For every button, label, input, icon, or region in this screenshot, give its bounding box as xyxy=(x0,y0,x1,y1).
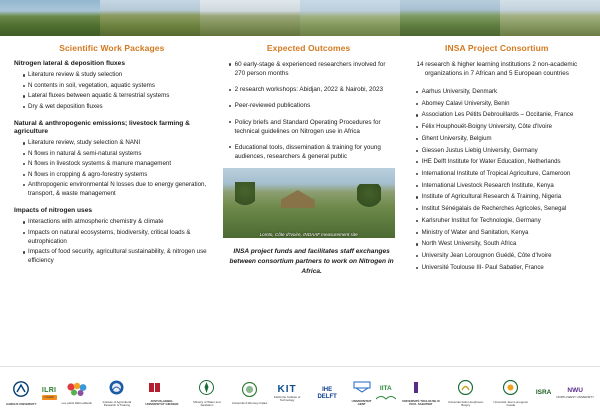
ghent-university-logo xyxy=(347,381,375,406)
list-item: University Jean Lorougnon Guédé, Côte d'Ivoire xyxy=(416,252,586,261)
partner-list xyxy=(408,88,586,273)
debrouillards-label: Les pétits Débrouillards xyxy=(61,401,92,406)
iita-label: IITA xyxy=(379,385,392,392)
list-item: 2 research workshops: Abidjan, 2022 & Nairobi, 2023 xyxy=(229,85,396,94)
ghent-mark xyxy=(353,381,371,399)
list-item: Literature review, study selection & NANI xyxy=(23,139,210,148)
list-item: N flows in natural & semi-natural systems xyxy=(23,150,210,159)
logo-group-middle xyxy=(267,370,376,418)
nwu-label: NWU xyxy=(567,387,583,394)
list-item: Impacts of food security, agricultural sustainability, & nitrogen use efficiency xyxy=(23,248,210,266)
header-photo-6 xyxy=(500,0,600,36)
list-item: Association Les Pétits Debrouillards – Occitanie, France xyxy=(416,111,586,120)
ilri-label: ILRI xyxy=(41,386,57,394)
abomey-calavi-logo xyxy=(232,382,267,406)
kit-label: KIT xyxy=(277,383,297,395)
photo-caption: Lomto, Côte d'Ivoire, INDAAF measurement site xyxy=(259,232,358,237)
list-item: Impacts on natural ecosystems, biodiversity, critical loads & eutrophication xyxy=(23,229,210,247)
list-item: IHE Delft Institute for Water Education, Netherlands xyxy=(416,158,586,167)
list-item: North West University, South Africa xyxy=(416,240,586,249)
list-item: Ghent University, Belgium xyxy=(416,135,586,144)
list-item: Félix Houphouët-Boigny University, Côte d'Ivoire xyxy=(416,123,586,132)
felix-label: Université Félix Houphouët-Boigny xyxy=(447,399,484,407)
felix-mark xyxy=(458,380,473,400)
list-item: Interactions with atmospheric chemistry & climate xyxy=(23,218,210,227)
iart-mark xyxy=(109,380,124,400)
ilri-logo xyxy=(42,387,57,400)
list-item: Policy briefs and Standard Operating Procedures for technical guidelines on Nitrogen use in Africa xyxy=(229,118,396,136)
list-item: Dry & wet deposition fluxes xyxy=(23,103,210,112)
column-consortium xyxy=(402,36,592,278)
column-scientific-work-packages xyxy=(8,36,216,278)
tree-right xyxy=(357,184,381,208)
hut xyxy=(281,190,315,208)
nwu-sublabel: NORTH-WEST UNIVERSITY xyxy=(556,394,594,399)
bullet-list-lateral-deposition xyxy=(14,71,210,111)
list-item: International Livestock Research Institute, Kenya xyxy=(416,182,586,191)
iart-logo xyxy=(97,380,137,407)
kit-sublabel: Karlsruhe Institute of Technology xyxy=(273,395,301,403)
list-item: Giessen Justus Liebig University, Germany xyxy=(416,147,586,156)
tree-left xyxy=(235,182,255,208)
list-item: Université Toulouse III- Paul Sabatier, France xyxy=(416,264,586,273)
list-item: Ministry of Water and Sanitation, Kenya xyxy=(416,229,586,238)
aarhus-university-logo xyxy=(6,381,37,406)
list-item: Karlsruher Institut for Technologie, Germany xyxy=(416,217,586,226)
felix-houphouet-boigny-logo xyxy=(446,380,486,407)
list-item: N flows in cropping & agro-forestry systems xyxy=(23,171,210,180)
abomey-label: Université d'Abomey-Calavi xyxy=(231,401,268,406)
header-photo-4 xyxy=(300,0,400,36)
iita-mark xyxy=(376,394,396,401)
toulouse-paul-sabatier-logo xyxy=(401,381,441,406)
project-statement: INSA project funds and facilitates staff exchanges between consortium partners to work on Nitrogen in Africa. xyxy=(229,248,394,276)
cgiar-label: CGIAR xyxy=(42,395,57,400)
consortium-intro: 14 research & higher learning institutions 2 non-academic organizations in 7 African and 5 European countries xyxy=(416,61,578,78)
header-photo-3 xyxy=(200,0,300,36)
toulouse-label: UNIVERSITÉ TOULOUSE III PAUL SABATIER xyxy=(402,398,440,406)
column-title-consortium: INSA Project Consortium xyxy=(445,43,549,53)
content-columns xyxy=(0,36,600,278)
partner-logo-bar xyxy=(0,366,600,420)
iart-label: Institute of Agricultural Research & Training xyxy=(102,399,132,407)
list-item: Lateral fluxes between aquatic & terrestrial systems xyxy=(23,92,210,101)
list-item: N flows in livestock systems & manure management xyxy=(23,160,210,169)
list-item: Institut Sénégalais de Recherches Agricoles, Senegal xyxy=(416,205,586,214)
iita-logo xyxy=(376,386,396,401)
lorougnon-mark xyxy=(503,380,518,400)
list-item: 60 early-stage & experienced researchers involved for 270 person months xyxy=(229,60,396,78)
header-photo-strip xyxy=(0,0,600,36)
kit-logo xyxy=(267,385,307,403)
ghent-label: UNIVERSITEIT GENT xyxy=(351,398,372,406)
logo-group-right xyxy=(376,370,594,418)
bullet-list-outcomes xyxy=(222,60,396,161)
column-expected-outcomes xyxy=(216,36,402,278)
petits-debrouillards-logo xyxy=(62,382,92,406)
isra-label: ISRA xyxy=(535,389,552,397)
abomey-mark xyxy=(242,382,257,402)
column-title-scientific: Scientific Work Packages xyxy=(59,43,165,53)
column-title-outcomes: Expected Outcomes xyxy=(266,43,351,53)
list-item: Institute of Agricultural Research & Training, Nigeria xyxy=(416,193,586,202)
toulouse-mark xyxy=(414,381,428,399)
list-item: N contents in soil, vegetation, aquatic systems xyxy=(23,82,210,91)
header-photo-1 xyxy=(0,0,100,36)
section-heading-emissions-livestock: Natural & anthropogenic emissions; livestock farming & agriculture xyxy=(14,119,190,135)
justus-liebig-giessen-logo xyxy=(142,381,182,406)
debrouillards-mark xyxy=(66,382,88,402)
bullet-list-emissions-livestock xyxy=(14,139,210,199)
list-item: International Institute of Tropical Agriculture, Cameroon xyxy=(416,170,586,179)
list-item: Literature review & study selection xyxy=(23,71,210,80)
jean-lorougnon-guede-logo xyxy=(491,380,531,407)
ministry-label: Ministry of Water and Sanitation xyxy=(193,399,221,407)
list-item: Abomey Calavi University, Benin xyxy=(416,100,586,109)
logo-group-left xyxy=(6,370,267,418)
giessen-label: JUSTUS-LIEBIG-UNIVERSITÄT GIESSEN xyxy=(145,398,179,406)
nwu-logo xyxy=(556,388,594,399)
indaaf-measurement-site-photo xyxy=(223,168,395,238)
list-item: Anthropogenic environmental N losses due to energy generation, transport, & waste management xyxy=(23,181,210,199)
ministry-mark xyxy=(199,380,214,400)
list-item: Educational tools, dissemination & training for young audiences, researchers & general public xyxy=(229,143,396,161)
ihe-delft-logo xyxy=(312,387,343,400)
header-photo-2 xyxy=(100,0,200,36)
list-item: Aarhus University, Denmark xyxy=(416,88,586,97)
ministry-water-sanitation-logo xyxy=(187,380,227,407)
aarhus-mark xyxy=(13,381,29,402)
isra-logo xyxy=(536,390,552,397)
bullet-list-impacts xyxy=(14,218,210,266)
list-item: Peer-reviewed publications xyxy=(229,101,396,110)
section-heading-lateral-deposition: Nitrogen lateral & deposition fluxes xyxy=(14,60,126,67)
lorougnon-label: Université Jean Lorougnon Guédé xyxy=(493,399,529,407)
section-heading-impacts: Impacts of nitrogen uses xyxy=(14,207,93,215)
header-photo-5 xyxy=(400,0,500,36)
giessen-mark xyxy=(149,381,175,399)
ihe-label: IHE DELFT xyxy=(317,387,337,400)
aarhus-label: AARHUS UNIVERSITY xyxy=(6,401,37,406)
